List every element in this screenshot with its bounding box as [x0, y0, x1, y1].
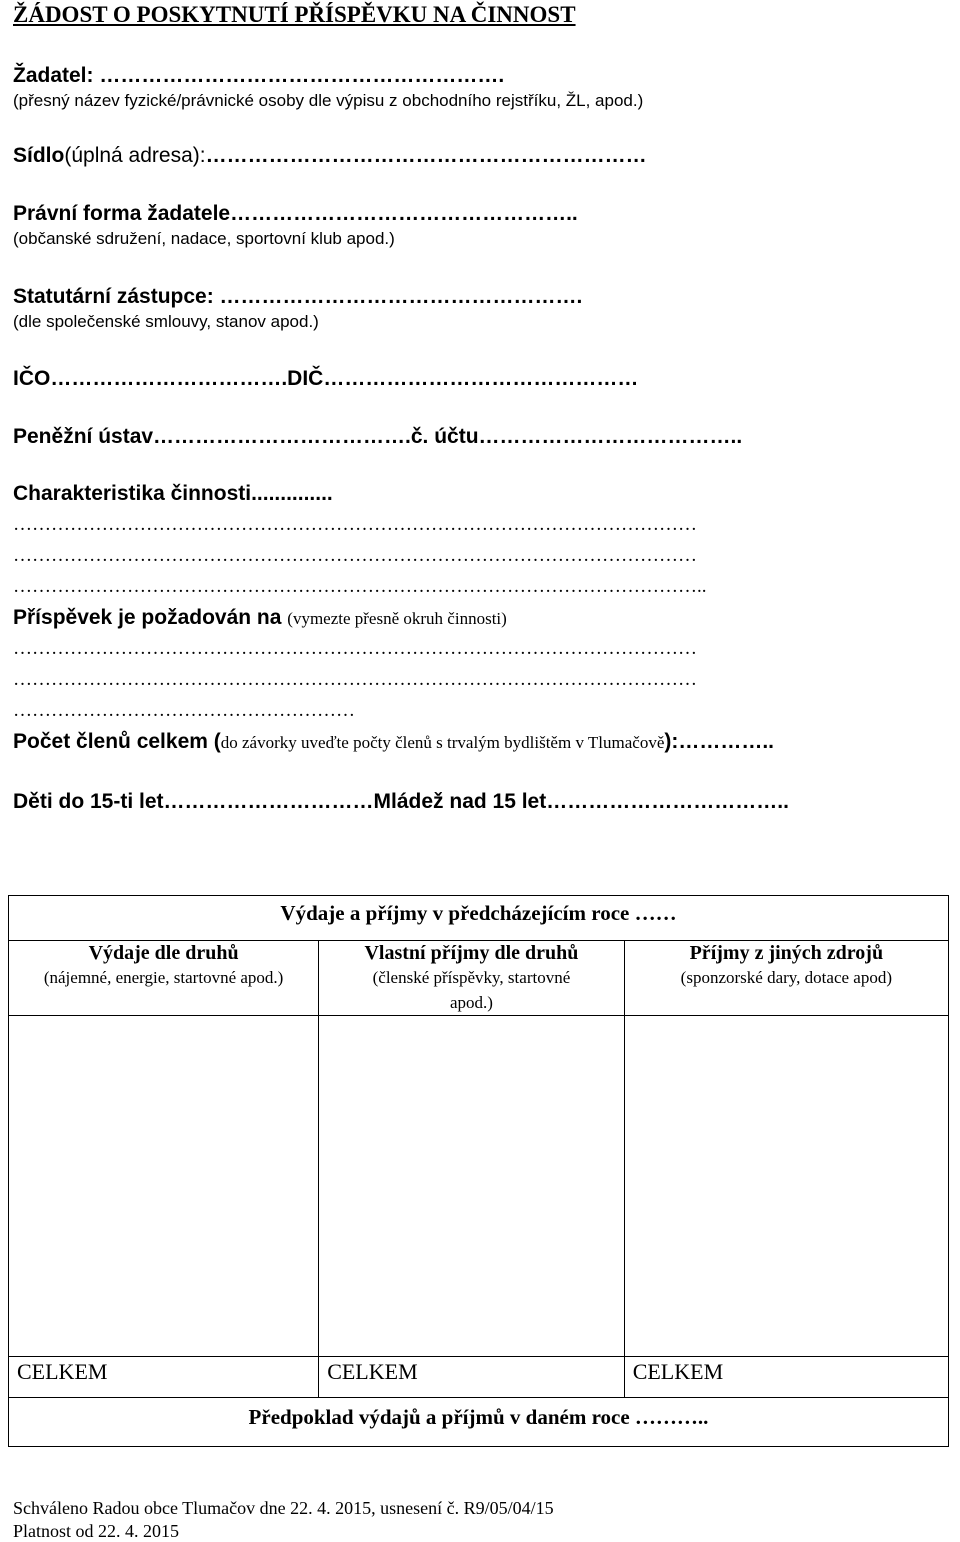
document-title: ŽÁDOST O POSKYTNUTÍ PŘÍSPĚVKU NA ČINNOST — [13, 2, 576, 27]
column-subtitle: (nájemné, energie, startovné apod.) — [43, 968, 284, 987]
charakteristika-dots-2: ……………………………………………………………………………………………… — [13, 545, 697, 566]
table-header: Výdaje a příjmy v předcházejícím roce …… — [9, 896, 949, 941]
pocet-clenu-field — [13, 730, 774, 754]
prispevek-dots-2: ……………………………………………………………………………………………… — [13, 669, 697, 690]
charakteristika-label: Charakteristika činnosti.............. — [13, 482, 333, 505]
penezni-ustav-field: Peněžní ústav……………………………….č. účtu……………………………….. — [13, 425, 743, 448]
column-header-jine-zdroje — [624, 941, 948, 1016]
approval-note: Schváleno Radou obce Tlumačov dne 22. 4. 2015, usnesení č. R9/05/04/15 — [13, 1498, 554, 1518]
column-title: Příjmy z jiných zdrojů — [689, 942, 884, 964]
sidlo-field — [13, 144, 647, 168]
vlastni-prijmy-total: CELKEM — [319, 1357, 625, 1398]
deti-mladez-field: Děti do 15-ti let…………………………Mládež nad 15 let…………………………….. — [13, 790, 789, 813]
sidlo-dots: ……………………………………………………… — [205, 144, 647, 167]
pravni-forma-note: (občanské sdružení, nadace, sportovní klub apod.) — [13, 229, 395, 248]
table-footer: Předpoklad výdajů a příjmů v daném roce ……….. — [9, 1398, 949, 1447]
vydaje-total: CELKEM — [9, 1357, 319, 1398]
zadatel-note: (přesný název fyzické/právnické osoby dle výpisu z obchodního rejstříku, ŽL, apod.) — [13, 91, 644, 110]
column-subtitle: (členské příspěvky, startovné apod.) — [372, 968, 571, 1012]
validity-note: Platnost od 22. 4. 2015 — [13, 1521, 180, 1541]
column-subtitle: (sponzorské dary, dotace apod) — [680, 968, 892, 987]
prispevek-dots-3: ……………………………………………… — [13, 700, 355, 721]
prispevek-label: Příspěvek je požadován na — [13, 606, 282, 629]
column-header-vydaje — [9, 941, 319, 1016]
column-title: Vlastní příjmy dle druhů — [364, 942, 579, 964]
pocet-clenu-label: Počet členů celkem ( — [13, 730, 221, 753]
column-header-vlastni-prijmy — [319, 941, 625, 1016]
zadatel-label: Žadatel: …………………………………………………. — [13, 64, 505, 87]
jine-zdroje-entry-cell[interactable] — [624, 1016, 948, 1357]
prispevek-dots-1: ……………………………………………………………………………………………… — [13, 638, 697, 659]
ico-dic-field: IČO…………………………….DIČ……………………………………… — [13, 367, 639, 390]
pravni-forma-label: Právní forma žadatele………………………………………….. — [13, 202, 578, 225]
vlastni-prijmy-entry-cell[interactable] — [319, 1016, 625, 1357]
prispevek-field — [13, 606, 507, 630]
column-title: Výdaje dle druhů — [88, 942, 239, 964]
pocet-clenu-note: do závorky uveďte počty členů s trvalým bydlištěm v Tlumačově — [220, 733, 665, 752]
vydaje-entry-cell[interactable] — [9, 1016, 319, 1357]
statutar-note: (dle společenské smlouvy, stanov apod.) — [13, 312, 319, 331]
jine-zdroje-total: CELKEM — [624, 1357, 948, 1398]
statutar-label: Statutární zástupce: ……………………………………………. — [13, 285, 583, 308]
charakteristika-dots-1: ……………………………………………………………………………………………… — [13, 514, 697, 535]
pocet-clenu-label-end: ):………….. — [664, 730, 775, 753]
finance-table — [8, 895, 949, 1447]
prispevek-note: (vymezte přesně okruh činnosti) — [287, 609, 507, 628]
sidlo-label-note: (úplná adresa): — [64, 144, 206, 167]
charakteristika-dots-3: ……………………………………………………………………………………………….. — [13, 576, 707, 597]
sidlo-label: Sídlo — [13, 144, 65, 167]
